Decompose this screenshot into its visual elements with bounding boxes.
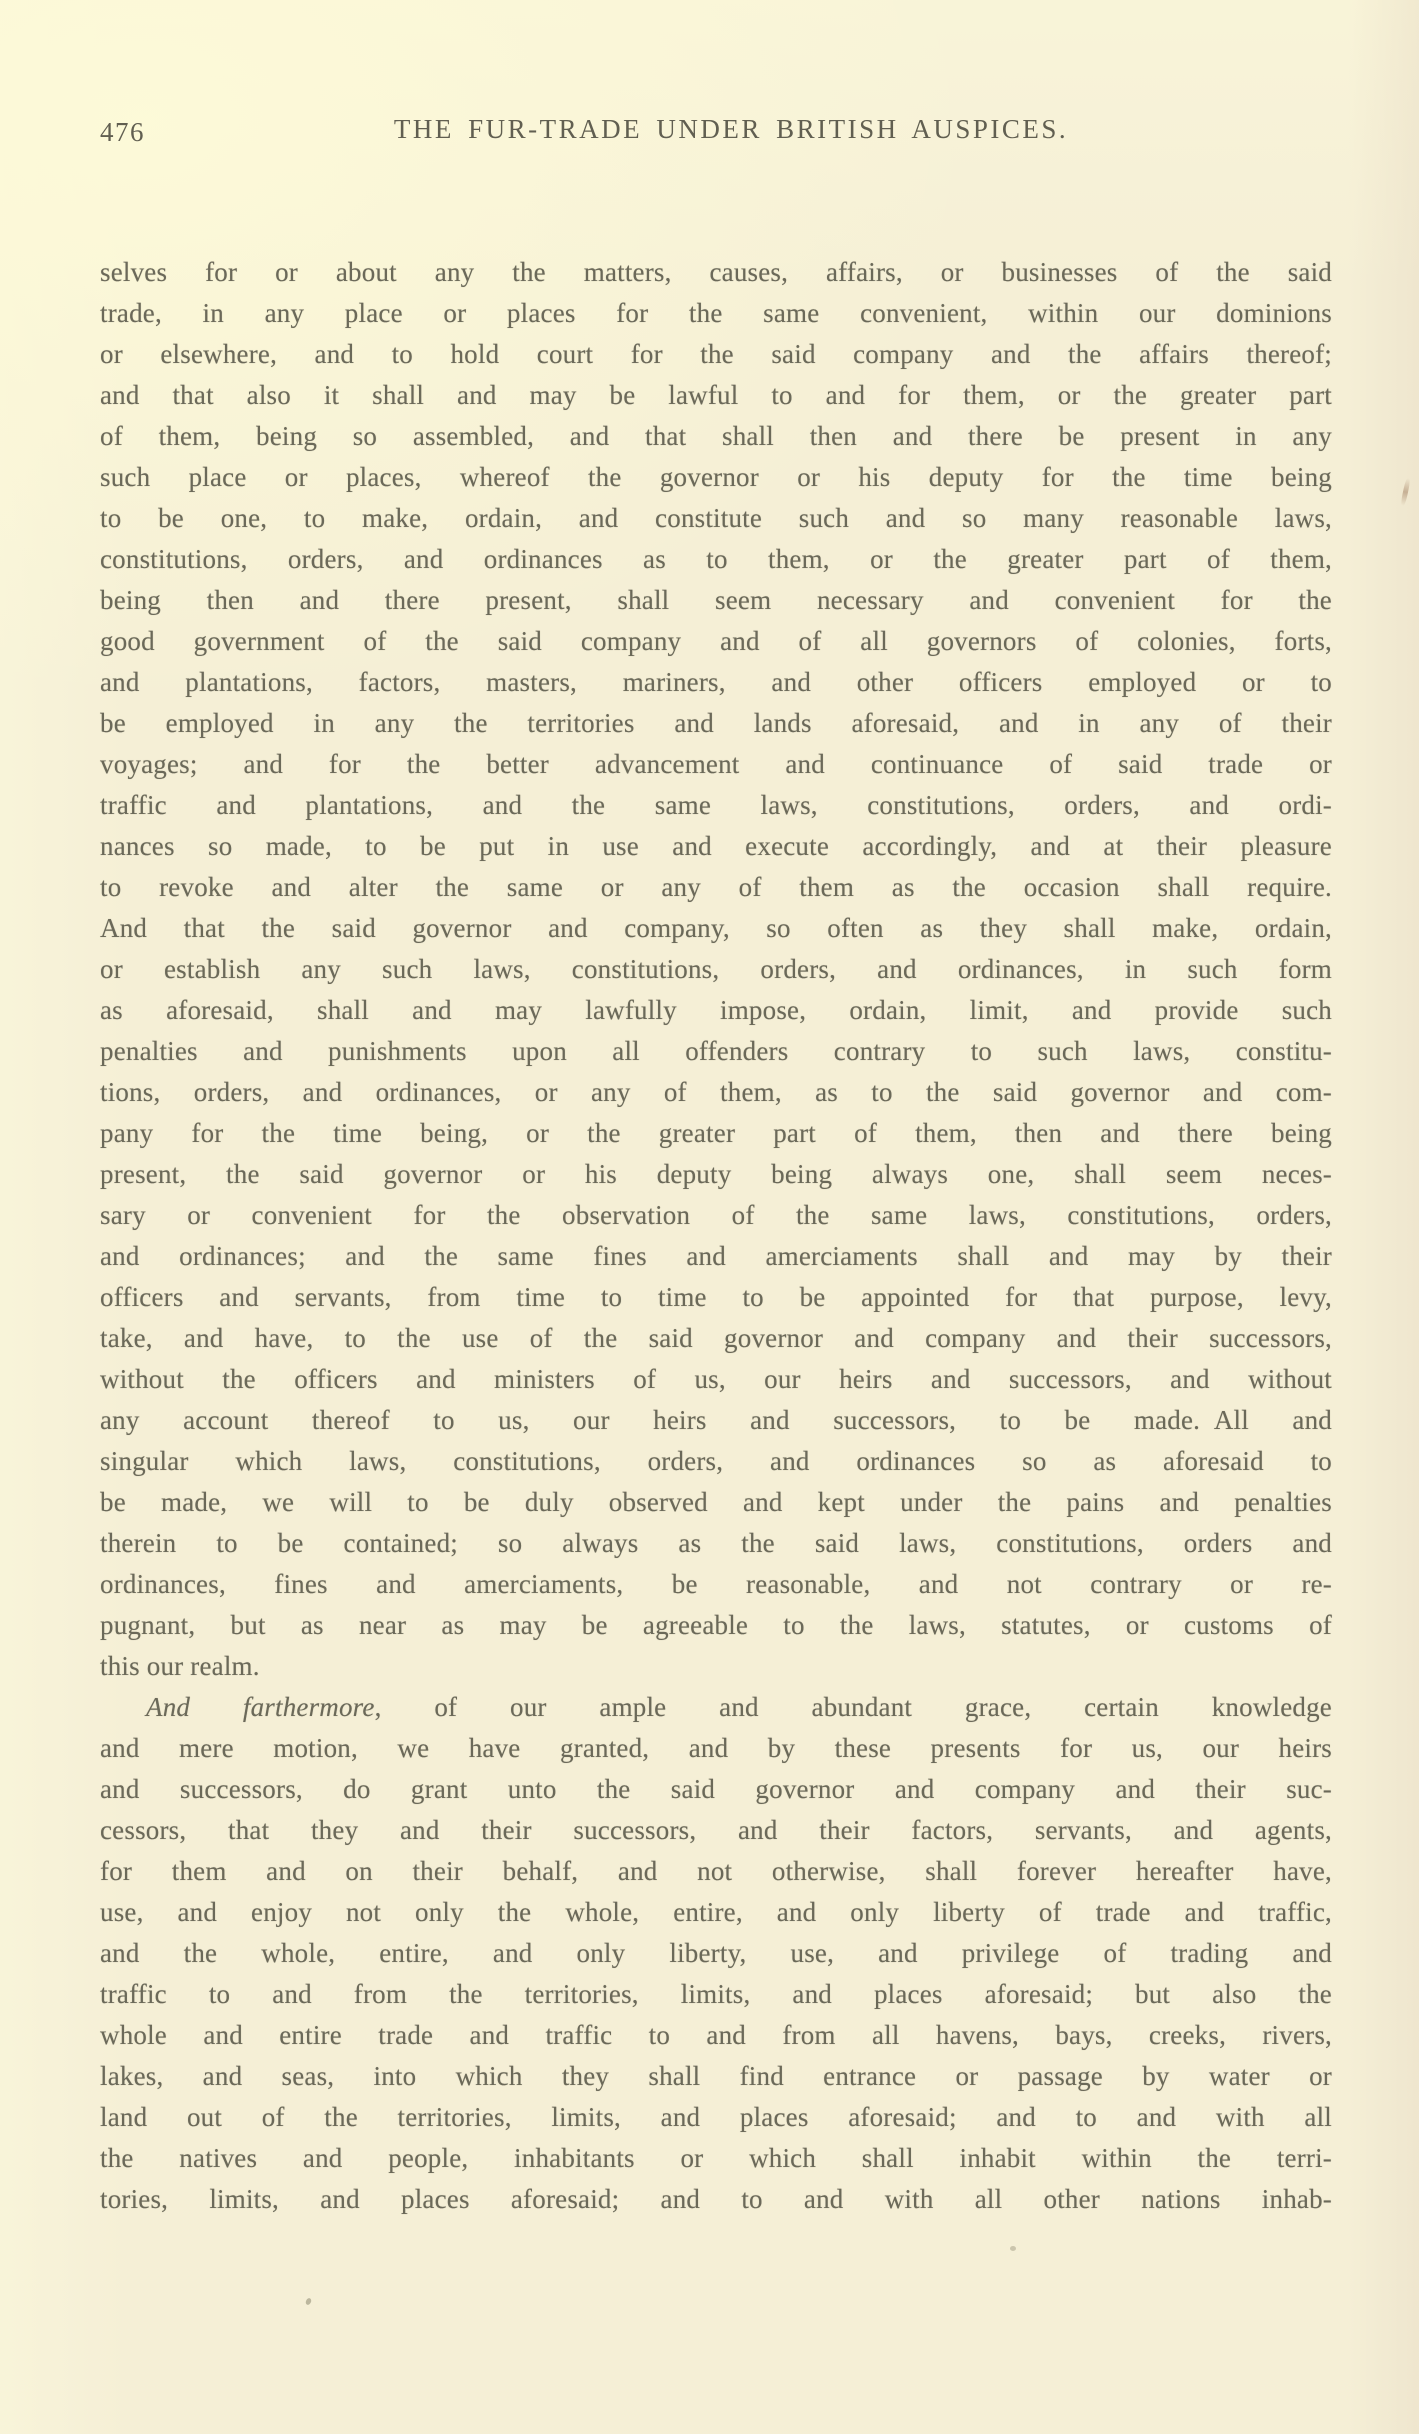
text-line: for them and on their behalf, and not otherwise, shall forever hereafter have, [100,1856,1332,1886]
text-line: as aforesaid, shall and may lawfully impose, ordain, limit, and provide such [100,995,1332,1025]
text-line: tories, limits, and places aforesaid; and to and with all other nations inhab- [100,2184,1332,2214]
text-line: constitutions, orders, and ordinances as to them, or the greater part of them, [100,544,1332,574]
line-text: , of our ample and abundant grace, certain knowledge [374,1692,1332,1722]
page-header [100,114,1332,154]
text-line: penalties and punishments upon all offenders contrary to such laws, constitu- [100,1036,1332,1066]
text-line: any account thereof to us, our heirs and successors, to be made. All and [100,1405,1332,1435]
text-line: and plantations, factors, masters, mariners, and other officers employed or to [100,667,1332,697]
text-line: without the officers and ministers of us, our heirs and successors, and without [100,1364,1332,1394]
italic-lead: And farthermore [146,1692,375,1722]
text-line: to be one, to make, ordain, and constitute such and so many reasonable laws, [100,503,1332,533]
text-line: traffic and plantations, and the same laws, constitutions, orders, and ordi- [100,790,1332,820]
text-line: good government of the said company and of all governors of colonies, forts, [100,626,1332,656]
text-line: nances so made, to be put in use and execute accordingly, and at their pleasure [100,831,1332,861]
scan-speck [305,2297,312,2305]
paragraph [100,1687,1332,2220]
text-line: pany for the time being, or the greater part of them, then and there being [100,1118,1332,1148]
scan-speck [1010,2246,1016,2251]
text-line: land out of the territories, limits, and places aforesaid; and to and with all [100,2102,1332,2132]
text-line: or elsewhere, and to hold court for the said company and the affairs thereof; [100,339,1332,369]
text-line [100,1687,1332,1728]
text-line: sary or convenient for the observation of the same laws, constitutions, orders, [100,1200,1332,1230]
text-line: to revoke and alter the same or any of them as the occasion shall require. [100,872,1332,902]
text-line: and that also it shall and may be lawful to and for them, or the greater part [100,380,1332,410]
text-line: or establish any such laws, constitutions, orders, and ordinances, in such form [100,954,1332,984]
text-line: take, and have, to the use of the said governor and company and their successors, [100,1323,1332,1353]
text-line: and the whole, entire, and only liberty, use, and privilege of trading and [100,1938,1332,1968]
text-line: be employed in any the territories and lands aforesaid, and in any of their [100,708,1332,738]
text-line: be made, we will to be duly observed and kept under the pains and penalties [100,1487,1332,1517]
text-line: singular which laws, constitutions, orders, and ordinances so as aforesaid to [100,1446,1332,1476]
text-line: such place or places, whereof the governor or his deputy for the time being [100,462,1332,492]
text-line: cessors, that they and their successors, and their factors, servants, and agents, [100,1815,1332,1845]
paragraph [100,252,1332,1687]
text-line: And that the said governor and company, so often as they shall make, ordain, [100,913,1332,943]
text-line: present, the said governor or his deputy being always one, shall seem neces- [100,1159,1332,1189]
text-line: tions, orders, and ordinances, or any of them, as to the said governor and com- [100,1077,1332,1107]
text-line: therein to be contained; so always as the said laws, constitutions, orders and [100,1528,1332,1558]
page-number: 476 [100,117,145,147]
text-line: whole and entire trade and traffic to and from all havens, bays, creeks, rivers, [100,2020,1332,2050]
text-line: officers and servants, from time to time to be appointed for that purpose, levy, [100,1282,1332,1312]
page-text [100,252,1332,2220]
text-line: pugnant, but as near as may be agreeable to the laws, statutes, or customs of [100,1610,1332,1640]
text-line: trade, in any place or places for the same convenient, within our dominions [100,298,1332,328]
text-line: the natives and people, inhabitants or which shall inhabit within the terri- [100,2143,1332,2173]
text-line: and mere motion, we have granted, and by these presents for us, our heirs [100,1733,1332,1763]
text-line: voyages; and for the better advancement and continuance of said trade or [100,749,1332,779]
text-line: this our realm. [100,1651,260,1681]
text-line: being then and there present, shall seem necessary and convenient for the [100,585,1332,615]
running-title: THE FUR-TRADE UNDER BRITISH AUSPICES. [393,114,1069,144]
text-line: and ordinances; and the same fines and amerciaments shall and may by their [100,1241,1332,1271]
text-line: of them, being so assembled, and that shall then and there be present in any [100,421,1332,451]
text-line: selves for or about any the matters, causes, affairs, or businesses of the said [100,257,1332,287]
text-line: ordinances, fines and amerciaments, be reasonable, and not contrary or re- [100,1569,1332,1599]
text-line: lakes, and seas, into which they shall find entrance or passage by water or [100,2061,1332,2091]
scan-edge-mark [1400,478,1411,506]
text-line: and successors, do grant unto the said governor and company and their suc- [100,1774,1332,1804]
text-line: use, and enjoy not only the whole, entire, and only liberty of trade and traffic, [100,1897,1332,1927]
text-line: traffic to and from the territories, limits, and places aforesaid; but also the [100,1979,1332,2009]
